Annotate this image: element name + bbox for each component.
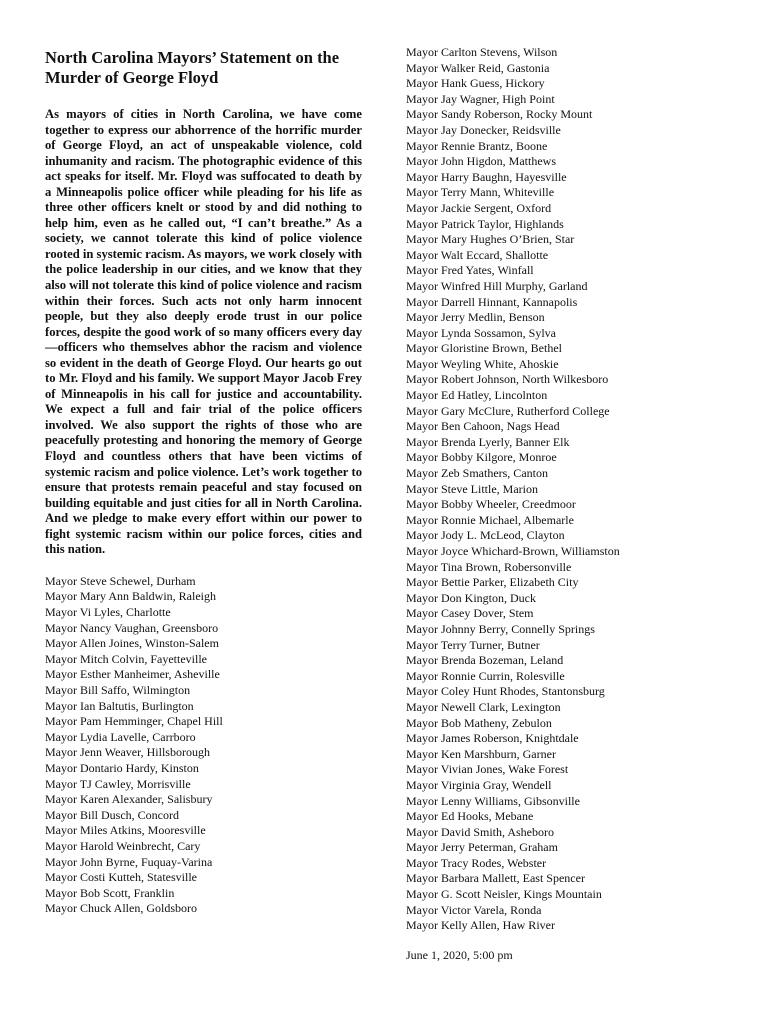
signatory-item: Mayor Carlton Stevens, Wilson: [406, 45, 558, 59]
signatory-item: Mayor Jenn Weaver, Hillsborough: [45, 745, 210, 760]
signatory-item: Mayor Coley Hunt Rhodes, Stantonsburg: [406, 684, 605, 699]
right-column: [406, 45, 746, 963]
signatory-item: Mayor Winfred Hill Murphy, Garland: [406, 278, 588, 293]
signatory-item: Mayor Brenda Lyerly, Banner Elk: [406, 434, 570, 449]
signatory-item: Mayor Bettie Parker, Elizabeth City: [406, 575, 579, 590]
signatory-item: Mayor Terry Turner, Butner: [406, 637, 540, 652]
signatory-item: Mayor Harold Weinbrecht, Cary: [45, 838, 201, 853]
signatory-item: Mayor Harry Baughn, Hayesville: [406, 169, 567, 184]
signatory-item: Mayor Ronnie Michael, Albemarle: [406, 512, 574, 527]
signatory-item: Mayor Rennie Brantz, Boone: [406, 138, 548, 153]
signatory-item: Mayor Virginia Gray, Wendell: [406, 777, 552, 792]
signatory-list-right: [406, 45, 746, 934]
signatory-item: Mayor Lydia Lavelle, Carrboro: [45, 729, 196, 744]
signatory-item: Mayor Hank Guess, Hickory: [406, 76, 545, 91]
signatory-item: Mayor Bob Scott, Franklin: [45, 885, 175, 900]
signatory-item: Mayor Bob Matheny, Zebulon: [406, 715, 552, 730]
signatory-item: Mayor Jay Donecker, Reidsville: [406, 122, 561, 137]
signatory-item: Mayor Walt Eccard, Shallotte: [406, 247, 549, 262]
signatory-item: Mayor Jay Wagner, High Point: [406, 91, 555, 106]
signatory-item: Mayor Allen Joines, Winston-Salem: [45, 636, 219, 651]
signatory-item: Mayor Miles Atkins, Mooresville: [45, 823, 206, 838]
signatory-item: Mayor Fred Yates, Winfall: [406, 263, 534, 278]
signatory-item: Mayor Joyce Whichard-Brown, Williamston: [406, 544, 620, 558]
signatory-item: Mayor Nancy Vaughan, Greensboro: [45, 620, 219, 635]
signatory-item: Mayor Tina Brown, Robersonville: [406, 559, 572, 574]
signatory-item: Mayor Steve Little, Marion: [406, 481, 538, 496]
signatory-item: Mayor John Higdon, Matthews: [406, 154, 556, 169]
signatory-item: Mayor Jackie Sergent, Oxford: [406, 200, 552, 215]
signatory-item: Mayor Ben Cahoon, Nags Head: [406, 419, 560, 434]
signatory-item: Mayor Zeb Smathers, Canton: [406, 466, 548, 481]
signatory-item: Mayor Jerry Peterman, Graham: [406, 840, 558, 855]
signatory-item: Mayor Bobby Wheeler, Creedmoor: [406, 497, 576, 512]
signatory-item: Mayor Mary Hughes O’Brien, Star: [406, 232, 575, 247]
signatory-item: Mayor Sandy Roberson, Rocky Mount: [406, 107, 593, 122]
signatory-item: Mayor Chuck Allen, Goldsboro: [45, 901, 197, 916]
signatory-item: Mayor Tracy Rodes, Webster: [406, 855, 547, 870]
signatory-item: Mayor Ed Hatley, Lincolnton: [406, 388, 548, 403]
signatory-item: Mayor Patrick Taylor, Highlands: [406, 216, 564, 231]
date-line: June 1, 2020, 5:00 pm: [406, 947, 513, 962]
left-column: [45, 48, 362, 917]
signatory-item: Mayor TJ Cawley, Morrisville: [45, 776, 191, 791]
signatory-item: Mayor Bobby Kilgore, Monroe: [406, 450, 557, 465]
statement-paragraph: As mayors of cities in North Carolina, we have come together to express our abhorrence of the horrific murder of George Floyd, an act of unspeakable violence, cold inhumanity and racism. The photographic evidence of this act speaks for itself. Mr. Floyd was suffocated to death by a Minneapolis police officer while pleading for his life as three other officers knelt or stood by and did nothing to help him, even as he called out, “I can’t breathe.” As a society, we cannot tolerate this kind of police violence rooted in systemic racism. As mayors, we work closely with the police leadership in our cities, and we know that they also will not tolerate this kind of police violence and racism within their forces. Such acts not only harm innocent people, but they also deeply erode trust in our police forces, despite the good work of so many officers every day—officers who themselves abhor the racism and violence so evident in the death of George Floyd. Our hearts go out to Mr. Floyd and his family. We support Mayor Jacob Frey of Minneapolis in his call for justice and accountability. We expect a full and fair trial of the police officers involved. We also support the rights of those who are peacefully protesting and honoring the memory of George Floyd and countless others that have been victims of systemic racism and police violence. Let’s work together to ensure that protests remain peaceful and stay focused on building equitable and just cities for all in North Carolina. And we pledge to make every effort within our power to fight systemic racism within our police forces, cities and this nation.: [45, 107, 363, 557]
document-title: North Carolina Mayors’ Statement on the Murder of George Floyd: [45, 48, 340, 87]
signatory-item: Mayor Costi Kutteh, Statesville: [45, 870, 197, 885]
signatory-item: Mayor Lynda Sossamon, Sylva: [406, 325, 556, 340]
signatory-list-left: [45, 574, 362, 917]
signatory-item: Mayor Vi Lyles, Charlotte: [45, 605, 171, 620]
signatory-item: Mayor Jody L. McLeod, Clayton: [406, 528, 565, 543]
signatory-item: Mayor Robert Johnson, North Wilkesboro: [406, 372, 609, 387]
signatory-item: Mayor Weyling White, Ahoskie: [406, 356, 559, 371]
signatory-item: Mayor Dontario Hardy, Kinston: [45, 760, 199, 775]
signatory-item: Mayor Jerry Medlin, Benson: [406, 310, 545, 325]
signatory-item: Mayor Gary McClure, Rutherford College: [406, 403, 610, 418]
signatory-item: Mayor Lenny Williams, Gibsonville: [406, 793, 580, 808]
signatory-item: Mayor Barbara Mallett, East Spencer: [406, 871, 585, 886]
signatory-item: Mayor Gloristine Brown, Bethel: [406, 341, 562, 356]
signatory-item: Mayor James Roberson, Knightdale: [406, 731, 579, 746]
signatory-item: Mayor Bill Saffo, Wilmington: [45, 683, 191, 698]
signatory-item: Mayor David Smith, Asheboro: [406, 824, 554, 839]
signatory-item: Mayor Karen Alexander, Salisbury: [45, 792, 213, 807]
signatory-item: Mayor John Byrne, Fuquay-Varina: [45, 854, 213, 869]
signatory-item: Mayor Brenda Bozeman, Leland: [406, 653, 564, 668]
signatory-item: Mayor Pam Hemminger, Chapel Hill: [45, 714, 223, 729]
signatory-item: Mayor Kelly Allen, Haw River: [406, 918, 555, 933]
signatory-item: Mayor Mary Ann Baldwin, Raleigh: [45, 589, 216, 604]
signatory-item: Mayor Steve Schewel, Durham: [45, 573, 196, 588]
signatory-item: Mayor Esther Manheimer, Asheville: [45, 667, 220, 682]
signatory-item: Mayor G. Scott Neisler, Kings Mountain: [406, 887, 602, 902]
signatory-item: Mayor Don Kington, Duck: [406, 590, 536, 605]
signatory-item: Mayor Ronnie Currin, Rolesville: [406, 668, 565, 683]
signatory-item: Mayor Walker Reid, Gastonia: [406, 60, 550, 75]
signatory-item: Mayor Newell Clark, Lexington: [406, 699, 561, 714]
signatory-item: Mayor Mitch Colvin, Fayetteville: [45, 651, 207, 666]
signatory-item: Mayor Terry Mann, Whiteville: [406, 185, 555, 200]
signatory-item: Mayor Ken Marshburn, Garner: [406, 746, 556, 761]
signatory-item: Mayor Victor Varela, Ronda: [406, 902, 542, 917]
signatory-item: Mayor Darrell Hinnant, Kannapolis: [406, 294, 578, 309]
signatory-item: Mayor Vivian Jones, Wake Forest: [406, 762, 569, 777]
signatory-item: Mayor Bill Dusch, Concord: [45, 807, 179, 822]
signatory-item: Mayor Johnny Berry, Connelly Springs: [406, 621, 595, 636]
signatory-item: Mayor Casey Dover, Stem: [406, 606, 534, 621]
signatory-item: Mayor Ian Baltutis, Burlington: [45, 698, 194, 713]
signatory-item: Mayor Ed Hooks, Mebane: [406, 809, 534, 824]
